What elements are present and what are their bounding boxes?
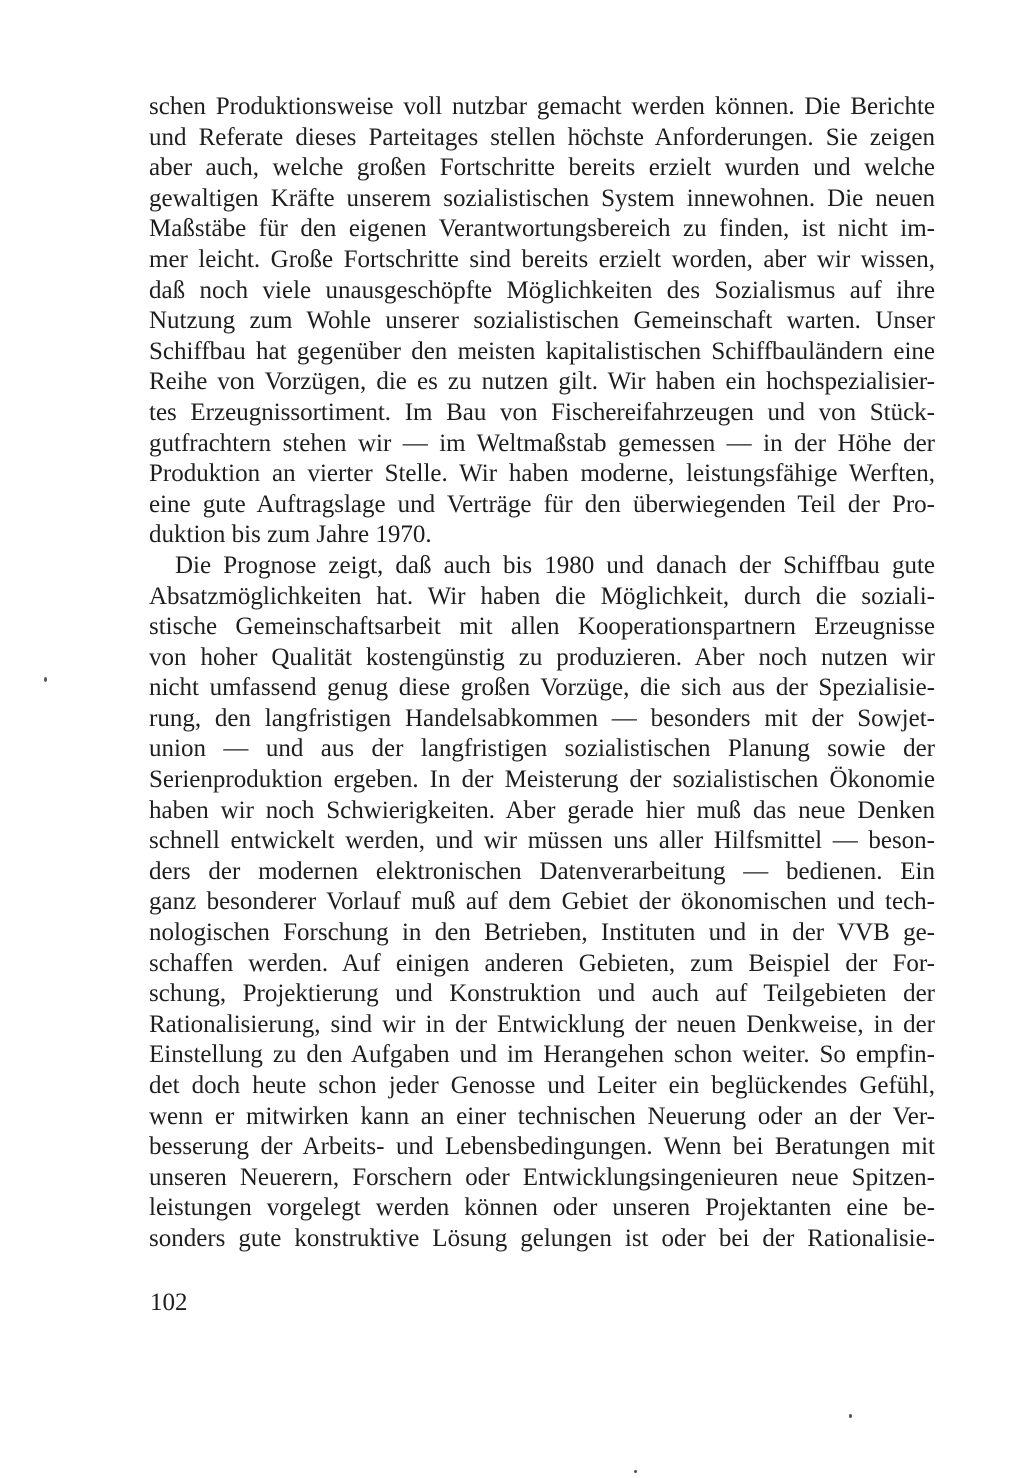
paragraph-2 [149,551,935,1255]
page-body [149,92,935,1255]
text-line: leistungen vorgelegt werden können oder unseren Projektanten eine be- [149,1194,935,1222]
text-line: wenn er mitwirken kann an einer technischen Neuerung oder an der Ver- [149,1102,935,1130]
text-line: schen Produktionsweise voll nutzbar gemacht werden können. Die Berichte [149,93,935,120]
text-line: nologischen Forschung in den Betrieben, Instituten und in der VVB ge- [149,919,935,947]
page-number: 102 [150,1289,188,1316]
text-line: unseren Neuerern, Forschern oder Entwicklungsingenieuren neue Spitzen- [149,1163,935,1191]
text-line: Einstellung zu den Aufgaben und im Herangehen schon weiter. So empfin- [149,1041,935,1069]
text-line: duktion bis zum Jahre 1970. [149,521,432,549]
text-line: aber auch, welche großen Fortschritte bereits erzielt wurden und welche [149,154,935,182]
scan-speck [44,677,47,682]
text-line: sonders gute konstruktive Lösung gelungen ist oder bei der Rationalisie- [149,1224,935,1252]
text-line: gewaltigen Kräfte unserem sozialistischen System innewohnen. Die neuen [149,184,935,212]
text-line: Produktion an vierter Stelle. Wir haben moderne, leistungsfähige Werften, [149,460,935,488]
text-line: besserung der Arbeits- und Lebensbedingungen. Wenn bei Beratungen mit [149,1133,935,1161]
paragraph-1 [149,92,935,551]
text-line: Nutzung zum Wohle unserer sozialistischen Gemeinschaft warten. Unser [149,307,935,335]
text-line: nicht umfassend genug diese großen Vorzüge, die sich aus der Spezialisie- [149,674,935,702]
scan-speck [849,1414,852,1418]
text-line: mer leicht. Große Fortschritte sind bereits erzielt worden, aber wir wissen, [149,245,935,273]
text-line: von hoher Qualität kostengünstig zu produzieren. Aber noch nutzen wir [149,643,935,671]
text-line: stische Gemeinschaftsarbeit mit allen Kooperationspartnern Erzeugnisse [149,613,935,641]
text-line: det doch heute schon jeder Genosse und Leiter ein beglückendes Gefühl, [149,1072,935,1099]
text-line: eine gute Auftragslage und Verträge für den überwiegenden Teil der Pro- [149,490,935,518]
text-line: union — und aus der langfristigen sozialistischen Planung sowie der [149,735,935,763]
text-line: ganz besonderer Vorlauf muß auf dem Gebiet der ökonomischen und tech- [149,888,935,916]
text-line: rung, den langfristigen Handelsabkommen — besonders mit der Sowjet- [149,704,935,732]
text-line: haben wir noch Schwierigkeiten. Aber gerade hier muß das neue Denken [149,796,935,824]
text-line: schaffen werden. Auf einigen anderen Gebieten, zum Beispiel der For- [149,949,935,977]
text-line: Reihe von Vorzügen, die es zu nutzen gilt. Wir haben ein hochspezialisier- [149,368,935,396]
text-line: Serienproduktion ergeben. In der Meisterung der sozialistischen Ökonomie [149,766,935,794]
text-line: und Referate dieses Parteitages stellen höchste Anforderungen. Sie zeigen [149,123,935,151]
text-line: gutfrachtern stehen wir — im Weltmaßstab gemessen — in der Höhe der [149,429,935,457]
scan-speck [634,1470,637,1473]
text-line: Absatzmöglichkeiten hat. Wir haben die Möglichkeit, durch die soziali- [149,582,935,610]
text-line: Die Prognose zeigt, daß auch bis 1980 und danach der Schiffbau gute [175,551,935,579]
text-line: schung, Projektierung und Konstruktion und auch auf Teilgebieten der [149,980,935,1008]
text-line: Schiffbau hat gegenüber den meisten kapitalistischen Schiffbauländern eine [149,337,935,365]
text-line: tes Erzeugnissortiment. Im Bau von Fischereifahrzeugen und von Stück- [149,398,935,426]
text-line: schnell entwickelt werden, und wir müssen uns aller Hilfsmittel — beson- [149,827,935,855]
text-line: Rationalisierung, sind wir in der Entwicklung der neuen Denkweise, in der [149,1010,935,1038]
text-line: ders der modernen elektronischen Datenverarbeitung — bedienen. Ein [149,857,935,885]
text-line: daß noch viele unausgeschöpfte Möglichkeiten des Sozialismus auf ihre [149,276,935,304]
text-line: Maßstäbe für den eigenen Verantwortungsbereich zu finden, ist nicht im- [149,215,935,243]
